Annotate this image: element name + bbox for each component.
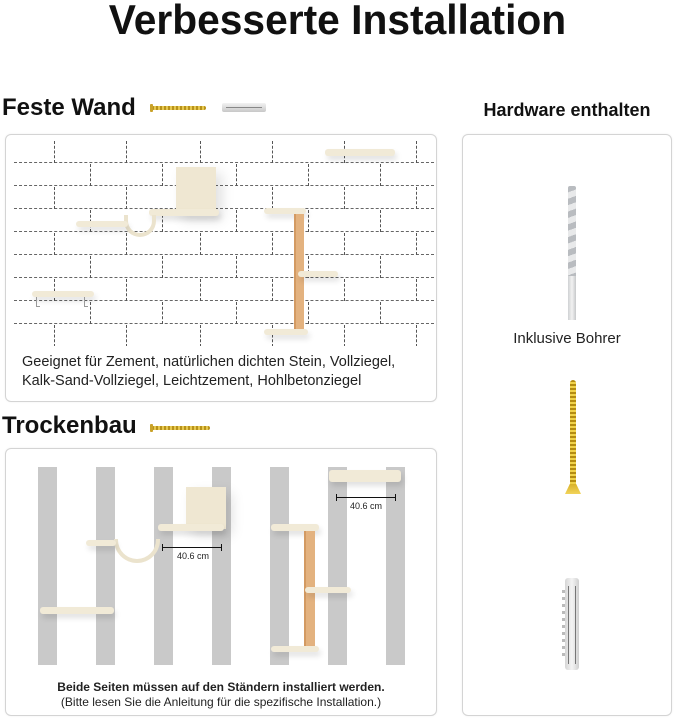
section-heading-solid-wall: Feste Wand	[2, 94, 136, 121]
wall-shelf	[325, 149, 395, 156]
wall-shelf	[149, 209, 219, 216]
dimension-label: 40.6 cm	[350, 501, 383, 511]
drill-bit-label: Inklusive Bohrer	[513, 330, 621, 347]
screw-icon	[152, 106, 206, 110]
page-title: Verbesserte Installation	[108, 0, 567, 43]
wall-shelf	[264, 329, 308, 335]
dimension-line	[336, 497, 396, 498]
screw-icon	[569, 380, 577, 496]
brick-wall-illustration	[14, 141, 434, 346]
dimension-line	[162, 547, 222, 548]
wall-anchor-icon	[565, 578, 579, 670]
drill-bit-icon	[568, 186, 576, 320]
wall-anchor-icon	[222, 103, 266, 112]
cat-cube	[176, 167, 216, 214]
screw-icon	[152, 426, 210, 430]
solid-wall-panel	[5, 134, 437, 402]
drywall-panel	[5, 448, 437, 716]
wall-shelf	[76, 221, 128, 227]
section-heading-hardware: Hardware enthalten	[483, 100, 651, 120]
solid-wall-caption: Geeignet für Zement, natürlichen dichten Stein, Vollziegel, Kalk-Sand-Vollziegel, Leichtzement, Hohlbetonziegel	[22, 354, 396, 389]
wall-shelf	[298, 271, 338, 277]
dimension-label: 40.6 cm	[177, 551, 210, 561]
drywall-caption: Beide Seiten müssen auf den Ständern installiert werden. (Bitte lesen Sie die Anleitung für die spezifische Installation.)	[57, 680, 385, 709]
section-heading-drywall: Trockenbau	[2, 412, 137, 439]
